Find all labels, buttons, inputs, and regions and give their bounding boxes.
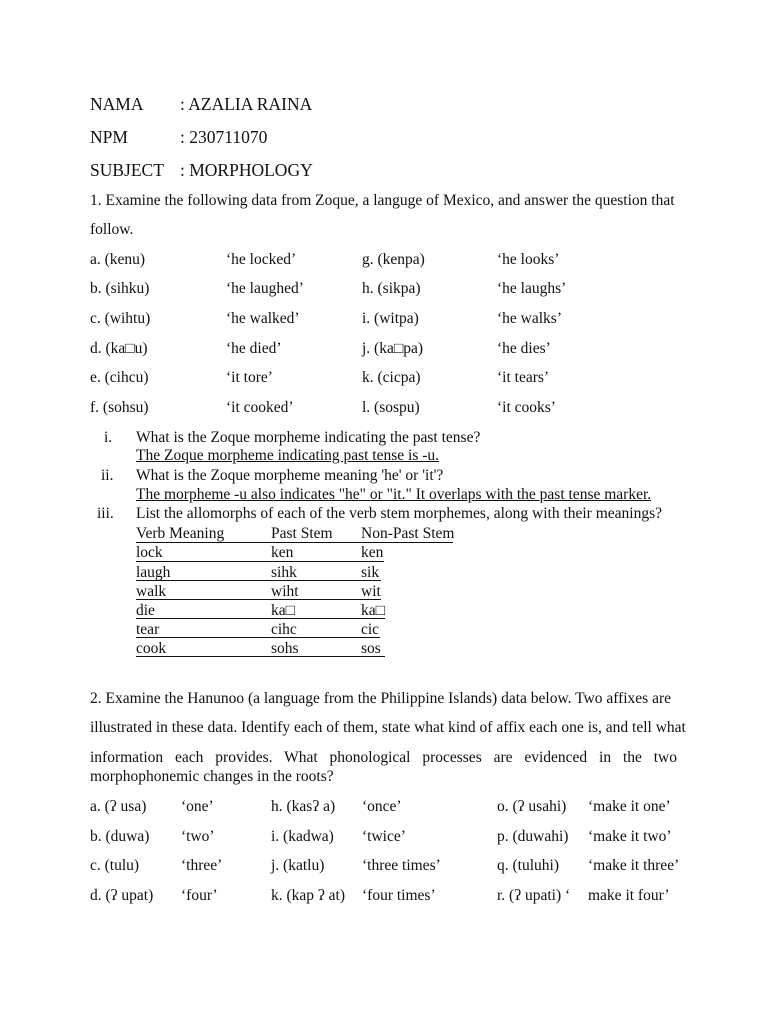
table-cell-meaning: tear [136, 621, 160, 638]
subq-i-number: i. [104, 429, 113, 446]
q1-row-4-form2: k. (cicpa) [362, 369, 421, 386]
subq-ii-number: ii. [101, 467, 114, 484]
table-rule [136, 580, 381, 581]
table-rule [136, 561, 384, 562]
table-cell-past: ka□ [271, 602, 295, 619]
q1-row-5-form: f. (sohsu) [90, 399, 149, 416]
table-cell-nonpast: ken [361, 544, 384, 561]
table-cell-past: sihk [271, 564, 297, 581]
q2-row-1-form: b. (duwa) [90, 828, 150, 845]
q1-row-3-form: d. (ka□u) [90, 340, 148, 357]
q2-row-2-gloss: ‘three’ [181, 857, 223, 874]
table-cell-past: sohs [271, 640, 299, 657]
subq-iii-question: List the allomorphs of each of the verb stem morphemes, along with their meanings? [136, 505, 663, 522]
q1-row-5-form2: l. (sospu) [362, 399, 420, 416]
q1-row-2-form2: i. (witpa) [362, 310, 419, 327]
subject-value: : MORPHOLOGY [180, 160, 313, 180]
q2-row-1-form2: i. (kadwa) [271, 828, 334, 845]
subq-iii-number: iii. [97, 505, 114, 522]
q2-row-1-gloss3: ‘make it two’ [588, 828, 672, 845]
table-cell-meaning: die [136, 602, 155, 619]
subq-ii-question: What is the Zoque morpheme meaning 'he' or 'it'? [136, 467, 444, 484]
q1-row-2-gloss2: ‘he walks’ [497, 310, 562, 327]
table-cell-nonpast: wit [361, 583, 381, 600]
q1-row-5-gloss: ‘it cooked’ [226, 399, 294, 416]
q2-row-3-form: d. (ʔ upat) [90, 887, 154, 904]
q2-row-0-form2: h. (kasʔ a) [271, 798, 336, 815]
q1-row-0-gloss2: ‘he looks’ [497, 251, 560, 268]
q2-row-0-gloss: ‘one’ [181, 798, 214, 815]
q2-line3: information each provides. What phonological processes are evidenced in the two [90, 749, 677, 766]
table-rule [136, 618, 385, 619]
q1-row-2-gloss: ‘he walked’ [226, 310, 300, 327]
table-header-non-past-stem: Non-Past Stem [361, 525, 455, 542]
q1-row-3-gloss: ‘he died’ [226, 340, 282, 357]
q1-row-4-form: e. (cihcu) [90, 369, 149, 386]
table-cell-nonpast: cic [361, 621, 380, 638]
q2-row-0-gloss2: ‘once’ [362, 798, 402, 815]
subject-label: SUBJECT [90, 160, 164, 180]
q1-row-0-form: a. (kenu) [90, 251, 146, 268]
q2-row-1-gloss: ‘two’ [181, 828, 215, 845]
q2-row-0-gloss3: ‘make it one’ [588, 798, 671, 815]
table-header-past-stem: Past Stem [271, 525, 333, 542]
q1-intro-line1: 1. Examine the following data from Zoque, a languge of Mexico, and answer the question that [90, 192, 675, 209]
npm-value: : 230711070 [180, 127, 268, 147]
table-cell-meaning: cook [136, 640, 167, 657]
table-cell-past: ken [271, 544, 294, 561]
q2-row-0-form3: o. (ʔ usahi) [497, 798, 567, 815]
table-cell-meaning: laugh [136, 564, 171, 581]
q1-intro-line2: follow. [90, 221, 134, 238]
q1-row-0-form2: g. (kenpa) [362, 251, 425, 268]
table-rule [136, 656, 385, 657]
q2-row-3-gloss: ‘four’ [181, 887, 218, 904]
q1-row-3-form2: j. (ka□pa) [362, 340, 424, 357]
q2-row-2-form2: j. (katlu) [271, 857, 325, 874]
q2-line1: 2. Examine the Hanunoo (a language from the Philippine Islands) data below. Two affixes are [90, 690, 672, 707]
table-header-verb-meaning: Verb Meaning [136, 525, 225, 542]
npm-label: NPM [90, 127, 128, 147]
q2-row-2-gloss2: ‘three times’ [362, 857, 441, 874]
q2-line2: illustrated in these data. Identify each of them, state what kind of affix each one is, and tell what [90, 719, 686, 736]
table-cell-meaning: lock [136, 544, 163, 561]
q1-row-1-form: b. (sihku) [90, 280, 150, 297]
q2-row-3-form2: k. (kap ʔ at) [271, 887, 346, 904]
q1-row-0-gloss: ‘he locked’ [226, 251, 297, 268]
table-rule [136, 542, 453, 543]
q1-row-3-gloss2: ‘he dies’ [497, 340, 551, 357]
subq-i-question: What is the Zoque morpheme indicating the past tense? [136, 429, 481, 446]
table-cell-past: cihc [271, 621, 297, 638]
q2-row-2-form: c. (tulu) [90, 857, 140, 874]
q2-row-2-gloss3: ‘make it three’ [588, 857, 680, 874]
q1-row-1-form2: h. (sikpa) [362, 280, 421, 297]
subq-i-answer: The Zoque morpheme indicating past tense is -u. [136, 447, 440, 464]
name-label: NAMA [90, 94, 144, 114]
q1-row-4-gloss: ‘it tore’ [226, 369, 273, 386]
table-cell-nonpast: sik [361, 564, 380, 581]
q2-row-0-form: a. (ʔ usa) [90, 798, 147, 815]
q2-row-3-form3: r. (ʔ upati) ‘ [497, 887, 571, 904]
name-value: : AZALIA RAINA [180, 94, 313, 114]
q1-row-5-gloss2: ‘it cooks’ [497, 399, 556, 416]
q1-row-2-form: c. (wihtu) [90, 310, 151, 327]
q2-row-3-gloss2: ‘four times’ [362, 887, 436, 904]
q2-row-3-gloss3: make it four’ [588, 887, 670, 904]
table-cell-past: wiht [271, 583, 299, 600]
q2-row-1-gloss2: ‘twice’ [362, 828, 406, 845]
table-rule [136, 599, 381, 600]
table-cell-meaning: walk [136, 583, 167, 600]
q2-row-2-form3: q. (tuluhi) [497, 857, 559, 874]
table-cell-nonpast: sos [361, 640, 381, 657]
q1-row-4-gloss2: ‘it tears’ [497, 369, 550, 386]
table-rule [136, 637, 380, 638]
table-cell-nonpast: ka□ [361, 602, 385, 619]
q2-row-1-form3: p. (duwahi) [497, 828, 569, 845]
subq-ii-answer: The morpheme -u also indicates "he" or "it." It overlaps with the past tense marker. [136, 486, 652, 503]
q1-row-1-gloss: ‘he laughed’ [226, 280, 304, 297]
q2-line4: morphophonemic changes in the roots? [90, 768, 334, 785]
q1-row-1-gloss2: ‘he laughs’ [497, 280, 567, 297]
